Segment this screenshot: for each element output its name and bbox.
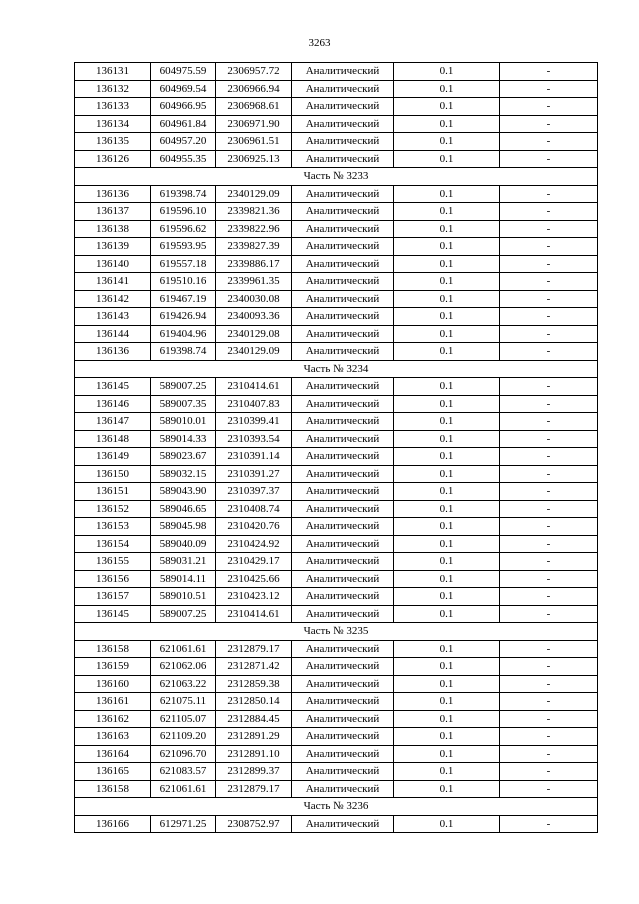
- description-cell: -: [500, 115, 598, 133]
- point-number-cell: 136152: [75, 500, 151, 518]
- x-coordinate-cell: 589014.33: [151, 430, 216, 448]
- accuracy-cell: 0.1: [394, 815, 500, 833]
- method-cell: Аналитический: [292, 220, 394, 238]
- x-coordinate-cell: 621083.57: [151, 763, 216, 781]
- x-coordinate-cell: 621063.22: [151, 675, 216, 693]
- table-row: [75, 150, 598, 168]
- method-cell: Аналитический: [292, 290, 394, 308]
- description-cell: -: [500, 133, 598, 151]
- accuracy-cell: 0.1: [394, 290, 500, 308]
- x-coordinate-cell: 589014.11: [151, 570, 216, 588]
- table-row: [75, 710, 598, 728]
- x-coordinate-cell: 589007.25: [151, 605, 216, 623]
- accuracy-cell: 0.1: [394, 553, 500, 571]
- accuracy-cell: 0.1: [394, 483, 500, 501]
- method-cell: Аналитический: [292, 150, 394, 168]
- y-coordinate-cell: 2310399.41: [216, 413, 292, 431]
- table-row: [75, 325, 598, 343]
- table-row: [75, 658, 598, 676]
- point-number-cell: 136158: [75, 780, 151, 798]
- y-coordinate-cell: 2306961.51: [216, 133, 292, 151]
- description-cell: -: [500, 220, 598, 238]
- x-coordinate-cell: 621109.20: [151, 728, 216, 746]
- point-number-cell: 136142: [75, 290, 151, 308]
- method-cell: Аналитический: [292, 710, 394, 728]
- description-cell: -: [500, 448, 598, 466]
- x-coordinate-cell: 589045.98: [151, 518, 216, 536]
- point-number-cell: 136163: [75, 728, 151, 746]
- description-cell: -: [500, 693, 598, 711]
- y-coordinate-cell: 2308752.97: [216, 815, 292, 833]
- method-cell: Аналитический: [292, 63, 394, 81]
- description-cell: -: [500, 605, 598, 623]
- table-row: [75, 448, 598, 466]
- y-coordinate-cell: 2339961.35: [216, 273, 292, 291]
- table-row: [75, 763, 598, 781]
- description-cell: -: [500, 308, 598, 326]
- table-row: [75, 588, 598, 606]
- description-cell: -: [500, 343, 598, 361]
- x-coordinate-cell: 619596.10: [151, 203, 216, 221]
- y-coordinate-cell: 2306966.94: [216, 80, 292, 98]
- x-coordinate-cell: 604957.20: [151, 133, 216, 151]
- point-number-cell: 136146: [75, 395, 151, 413]
- point-number-cell: 136162: [75, 710, 151, 728]
- y-coordinate-cell: 2340129.08: [216, 325, 292, 343]
- method-cell: Аналитический: [292, 745, 394, 763]
- accuracy-cell: 0.1: [394, 150, 500, 168]
- coordinates-table-body: [75, 63, 598, 833]
- section-title: Часть № 3235: [75, 623, 598, 641]
- table-row: [75, 535, 598, 553]
- y-coordinate-cell: 2312879.17: [216, 640, 292, 658]
- table-row: [75, 605, 598, 623]
- x-coordinate-cell: 589032.15: [151, 465, 216, 483]
- page-number: 3263: [308, 37, 331, 49]
- point-number-cell: 136151: [75, 483, 151, 501]
- point-number-cell: 136132: [75, 80, 151, 98]
- description-cell: -: [500, 290, 598, 308]
- point-number-cell: 136145: [75, 378, 151, 396]
- description-cell: -: [500, 238, 598, 256]
- x-coordinate-cell: 589046.65: [151, 500, 216, 518]
- point-number-cell: 136148: [75, 430, 151, 448]
- method-cell: Аналитический: [292, 675, 394, 693]
- accuracy-cell: 0.1: [394, 133, 500, 151]
- description-cell: -: [500, 273, 598, 291]
- method-cell: Аналитический: [292, 518, 394, 536]
- y-coordinate-cell: 2310423.12: [216, 588, 292, 606]
- method-cell: Аналитический: [292, 203, 394, 221]
- x-coordinate-cell: 589010.01: [151, 413, 216, 431]
- accuracy-cell: 0.1: [394, 570, 500, 588]
- point-number-cell: 136133: [75, 98, 151, 116]
- x-coordinate-cell: 589043.90: [151, 483, 216, 501]
- y-coordinate-cell: 2310425.66: [216, 570, 292, 588]
- y-coordinate-cell: 2339822.96: [216, 220, 292, 238]
- method-cell: Аналитический: [292, 500, 394, 518]
- description-cell: -: [500, 80, 598, 98]
- method-cell: Аналитический: [292, 763, 394, 781]
- description-cell: -: [500, 465, 598, 483]
- coordinates-table: [74, 62, 598, 833]
- description-cell: -: [500, 255, 598, 273]
- y-coordinate-cell: 2310414.61: [216, 378, 292, 396]
- description-cell: -: [500, 395, 598, 413]
- section-header-row: [75, 168, 598, 186]
- table-row: [75, 640, 598, 658]
- x-coordinate-cell: 619404.96: [151, 325, 216, 343]
- y-coordinate-cell: 2312871.42: [216, 658, 292, 676]
- point-number-cell: 136139: [75, 238, 151, 256]
- point-number-cell: 136164: [75, 745, 151, 763]
- y-coordinate-cell: 2312879.17: [216, 780, 292, 798]
- method-cell: Аналитический: [292, 273, 394, 291]
- y-coordinate-cell: 2310429.17: [216, 553, 292, 571]
- accuracy-cell: 0.1: [394, 640, 500, 658]
- x-coordinate-cell: 621096.70: [151, 745, 216, 763]
- y-coordinate-cell: 2310391.14: [216, 448, 292, 466]
- section-title: Часть № 3234: [75, 360, 598, 378]
- method-cell: Аналитический: [292, 465, 394, 483]
- x-coordinate-cell: 619398.74: [151, 343, 216, 361]
- y-coordinate-cell: 2312850.14: [216, 693, 292, 711]
- point-number-cell: 136156: [75, 570, 151, 588]
- y-coordinate-cell: 2310414.61: [216, 605, 292, 623]
- accuracy-cell: 0.1: [394, 98, 500, 116]
- accuracy-cell: 0.1: [394, 745, 500, 763]
- table-row: [75, 203, 598, 221]
- y-coordinate-cell: 2306968.61: [216, 98, 292, 116]
- x-coordinate-cell: 621075.11: [151, 693, 216, 711]
- x-coordinate-cell: 589031.21: [151, 553, 216, 571]
- y-coordinate-cell: 2340129.09: [216, 343, 292, 361]
- x-coordinate-cell: 621062.06: [151, 658, 216, 676]
- accuracy-cell: 0.1: [394, 500, 500, 518]
- y-coordinate-cell: 2306957.72: [216, 63, 292, 81]
- method-cell: Аналитический: [292, 658, 394, 676]
- description-cell: -: [500, 570, 598, 588]
- description-cell: -: [500, 675, 598, 693]
- description-cell: -: [500, 710, 598, 728]
- point-number-cell: 136150: [75, 465, 151, 483]
- accuracy-cell: 0.1: [394, 763, 500, 781]
- y-coordinate-cell: 2310393.54: [216, 430, 292, 448]
- method-cell: Аналитический: [292, 378, 394, 396]
- description-cell: -: [500, 658, 598, 676]
- method-cell: Аналитический: [292, 640, 394, 658]
- accuracy-cell: 0.1: [394, 185, 500, 203]
- point-number-cell: 136158: [75, 640, 151, 658]
- x-coordinate-cell: 619398.74: [151, 185, 216, 203]
- method-cell: Аналитический: [292, 255, 394, 273]
- method-cell: Аналитический: [292, 133, 394, 151]
- x-coordinate-cell: 604966.95: [151, 98, 216, 116]
- point-number-cell: 136165: [75, 763, 151, 781]
- accuracy-cell: 0.1: [394, 63, 500, 81]
- description-cell: -: [500, 430, 598, 448]
- accuracy-cell: 0.1: [394, 308, 500, 326]
- x-coordinate-cell: 621061.61: [151, 780, 216, 798]
- accuracy-cell: 0.1: [394, 675, 500, 693]
- table-row: [75, 395, 598, 413]
- table-row: [75, 430, 598, 448]
- accuracy-cell: 0.1: [394, 710, 500, 728]
- description-cell: -: [500, 185, 598, 203]
- description-cell: -: [500, 745, 598, 763]
- accuracy-cell: 0.1: [394, 780, 500, 798]
- accuracy-cell: 0.1: [394, 413, 500, 431]
- point-number-cell: 136126: [75, 150, 151, 168]
- table-row: [75, 728, 598, 746]
- method-cell: Аналитический: [292, 570, 394, 588]
- section-header-row: [75, 798, 598, 816]
- x-coordinate-cell: 589023.67: [151, 448, 216, 466]
- x-coordinate-cell: 589040.09: [151, 535, 216, 553]
- point-number-cell: 136154: [75, 535, 151, 553]
- table-row: [75, 378, 598, 396]
- accuracy-cell: 0.1: [394, 395, 500, 413]
- table-row: [75, 238, 598, 256]
- point-number-cell: 136141: [75, 273, 151, 291]
- accuracy-cell: 0.1: [394, 728, 500, 746]
- y-coordinate-cell: 2312859.38: [216, 675, 292, 693]
- table-row: [75, 780, 598, 798]
- x-coordinate-cell: 604975.59: [151, 63, 216, 81]
- x-coordinate-cell: 619467.19: [151, 290, 216, 308]
- description-cell: -: [500, 98, 598, 116]
- description-cell: -: [500, 780, 598, 798]
- method-cell: Аналитический: [292, 185, 394, 203]
- y-coordinate-cell: 2339821.36: [216, 203, 292, 221]
- accuracy-cell: 0.1: [394, 448, 500, 466]
- method-cell: Аналитический: [292, 430, 394, 448]
- y-coordinate-cell: 2339827.39: [216, 238, 292, 256]
- description-cell: -: [500, 378, 598, 396]
- x-coordinate-cell: 604955.35: [151, 150, 216, 168]
- table-row: [75, 98, 598, 116]
- accuracy-cell: 0.1: [394, 343, 500, 361]
- table-row: [75, 343, 598, 361]
- y-coordinate-cell: 2306971.90: [216, 115, 292, 133]
- method-cell: Аналитический: [292, 553, 394, 571]
- method-cell: Аналитический: [292, 483, 394, 501]
- x-coordinate-cell: 589007.35: [151, 395, 216, 413]
- accuracy-cell: 0.1: [394, 220, 500, 238]
- method-cell: Аналитический: [292, 413, 394, 431]
- accuracy-cell: 0.1: [394, 658, 500, 676]
- point-number-cell: 136131: [75, 63, 151, 81]
- accuracy-cell: 0.1: [394, 430, 500, 448]
- section-header-row: [75, 360, 598, 378]
- point-number-cell: 136159: [75, 658, 151, 676]
- y-coordinate-cell: 2340129.09: [216, 185, 292, 203]
- method-cell: Аналитический: [292, 325, 394, 343]
- x-coordinate-cell: 619596.62: [151, 220, 216, 238]
- accuracy-cell: 0.1: [394, 378, 500, 396]
- accuracy-cell: 0.1: [394, 255, 500, 273]
- description-cell: -: [500, 728, 598, 746]
- method-cell: Аналитический: [292, 728, 394, 746]
- description-cell: -: [500, 535, 598, 553]
- x-coordinate-cell: 621105.07: [151, 710, 216, 728]
- description-cell: -: [500, 640, 598, 658]
- point-number-cell: 136166: [75, 815, 151, 833]
- description-cell: -: [500, 553, 598, 571]
- point-number-cell: 136138: [75, 220, 151, 238]
- method-cell: Аналитический: [292, 80, 394, 98]
- method-cell: Аналитический: [292, 780, 394, 798]
- accuracy-cell: 0.1: [394, 535, 500, 553]
- x-coordinate-cell: 604961.84: [151, 115, 216, 133]
- accuracy-cell: 0.1: [394, 605, 500, 623]
- table-row: [75, 80, 598, 98]
- point-number-cell: 136135: [75, 133, 151, 151]
- table-row: [75, 273, 598, 291]
- y-coordinate-cell: 2310424.92: [216, 535, 292, 553]
- accuracy-cell: 0.1: [394, 238, 500, 256]
- point-number-cell: 136161: [75, 693, 151, 711]
- y-coordinate-cell: 2312884.45: [216, 710, 292, 728]
- table-row: [75, 570, 598, 588]
- table-row: [75, 115, 598, 133]
- point-number-cell: 136134: [75, 115, 151, 133]
- method-cell: Аналитический: [292, 693, 394, 711]
- y-coordinate-cell: 2310420.76: [216, 518, 292, 536]
- method-cell: Аналитический: [292, 343, 394, 361]
- point-number-cell: 136140: [75, 255, 151, 273]
- accuracy-cell: 0.1: [394, 115, 500, 133]
- table-row: [75, 693, 598, 711]
- table-row: [75, 290, 598, 308]
- description-cell: -: [500, 588, 598, 606]
- accuracy-cell: 0.1: [394, 273, 500, 291]
- point-number-cell: 136155: [75, 553, 151, 571]
- x-coordinate-cell: 619557.18: [151, 255, 216, 273]
- y-coordinate-cell: 2340030.08: [216, 290, 292, 308]
- method-cell: Аналитический: [292, 588, 394, 606]
- table-row: [75, 185, 598, 203]
- y-coordinate-cell: 2310407.83: [216, 395, 292, 413]
- x-coordinate-cell: 619510.16: [151, 273, 216, 291]
- x-coordinate-cell: 619426.94: [151, 308, 216, 326]
- table-row: [75, 483, 598, 501]
- table-row: [75, 465, 598, 483]
- point-number-cell: 136153: [75, 518, 151, 536]
- table-row: [75, 63, 598, 81]
- description-cell: -: [500, 203, 598, 221]
- y-coordinate-cell: 2339886.17: [216, 255, 292, 273]
- y-coordinate-cell: 2312891.29: [216, 728, 292, 746]
- accuracy-cell: 0.1: [394, 203, 500, 221]
- method-cell: Аналитический: [292, 98, 394, 116]
- point-number-cell: 136149: [75, 448, 151, 466]
- method-cell: Аналитический: [292, 308, 394, 326]
- accuracy-cell: 0.1: [394, 465, 500, 483]
- accuracy-cell: 0.1: [394, 80, 500, 98]
- description-cell: -: [500, 500, 598, 518]
- table-row: [75, 413, 598, 431]
- point-number-cell: 136136: [75, 343, 151, 361]
- x-coordinate-cell: 589007.25: [151, 378, 216, 396]
- y-coordinate-cell: 2312899.37: [216, 763, 292, 781]
- table-row: [75, 745, 598, 763]
- y-coordinate-cell: 2310397.37: [216, 483, 292, 501]
- y-coordinate-cell: 2306925.13: [216, 150, 292, 168]
- method-cell: Аналитический: [292, 605, 394, 623]
- point-number-cell: 136160: [75, 675, 151, 693]
- table-row: [75, 553, 598, 571]
- point-number-cell: 136147: [75, 413, 151, 431]
- description-cell: -: [500, 483, 598, 501]
- description-cell: -: [500, 150, 598, 168]
- section-header-row: [75, 623, 598, 641]
- y-coordinate-cell: 2340093.36: [216, 308, 292, 326]
- x-coordinate-cell: 589010.51: [151, 588, 216, 606]
- description-cell: -: [500, 763, 598, 781]
- y-coordinate-cell: 2310408.74: [216, 500, 292, 518]
- point-number-cell: 136137: [75, 203, 151, 221]
- accuracy-cell: 0.1: [394, 518, 500, 536]
- description-cell: -: [500, 815, 598, 833]
- description-cell: -: [500, 63, 598, 81]
- section-title: Часть № 3233: [75, 168, 598, 186]
- point-number-cell: 136157: [75, 588, 151, 606]
- point-number-cell: 136145: [75, 605, 151, 623]
- x-coordinate-cell: 619593.95: [151, 238, 216, 256]
- table-row: [75, 220, 598, 238]
- point-number-cell: 136144: [75, 325, 151, 343]
- table-row: [75, 133, 598, 151]
- table-row: [75, 518, 598, 536]
- accuracy-cell: 0.1: [394, 325, 500, 343]
- table-row: [75, 308, 598, 326]
- accuracy-cell: 0.1: [394, 588, 500, 606]
- section-title: Часть № 3236: [75, 798, 598, 816]
- method-cell: Аналитический: [292, 448, 394, 466]
- method-cell: Аналитический: [292, 238, 394, 256]
- x-coordinate-cell: 621061.61: [151, 640, 216, 658]
- method-cell: Аналитический: [292, 815, 394, 833]
- description-cell: -: [500, 325, 598, 343]
- x-coordinate-cell: 612971.25: [151, 815, 216, 833]
- x-coordinate-cell: 604969.54: [151, 80, 216, 98]
- point-number-cell: 136136: [75, 185, 151, 203]
- method-cell: Аналитический: [292, 395, 394, 413]
- method-cell: Аналитический: [292, 535, 394, 553]
- table-row: [75, 815, 598, 833]
- table-row: [75, 675, 598, 693]
- y-coordinate-cell: 2310391.27: [216, 465, 292, 483]
- method-cell: Аналитический: [292, 115, 394, 133]
- description-cell: -: [500, 518, 598, 536]
- accuracy-cell: 0.1: [394, 693, 500, 711]
- point-number-cell: 136143: [75, 308, 151, 326]
- table-row: [75, 255, 598, 273]
- table-row: [75, 500, 598, 518]
- y-coordinate-cell: 2312891.10: [216, 745, 292, 763]
- description-cell: -: [500, 413, 598, 431]
